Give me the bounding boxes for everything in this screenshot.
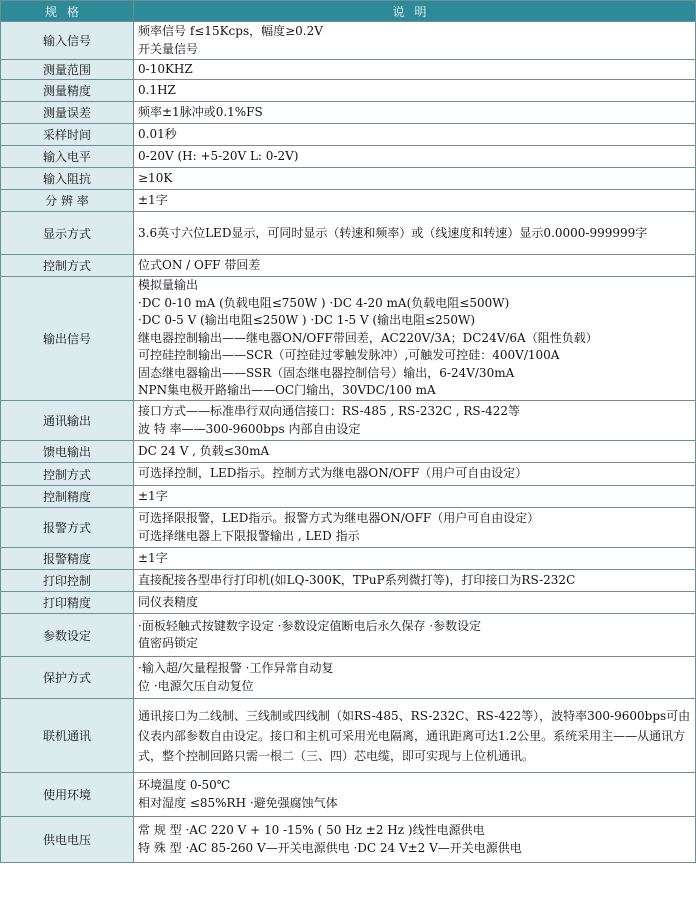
spec-description: [134, 102, 696, 124]
table-row: [1, 592, 696, 614]
description-line: NPN集电极开路输出——OC门输出，30VDC/100 mA: [138, 383, 436, 398]
header-spec: 规格: [1, 1, 134, 22]
description-line: 环境温度 0-50℃: [138, 778, 231, 792]
description-line: 位式ON / OFF 带回差: [138, 257, 261, 272]
spec-description: [134, 168, 696, 190]
table-row: [1, 463, 696, 486]
description-line: 可选择控制，LED指示。控制方式为继电器ON/OFF（用户可自由设定）: [138, 466, 528, 481]
spec-label: 报警方式: [1, 508, 134, 548]
table-body: [1, 22, 696, 863]
spec-description: [134, 463, 696, 486]
description-line: ·输入超/欠量程报警 ·工作异常自动复: [138, 661, 334, 675]
spec-label: 分 辨 率: [1, 190, 134, 212]
spec-label: 输入信号: [1, 22, 134, 60]
table-row: [1, 60, 696, 80]
spec-description: [134, 486, 696, 508]
table-row: [1, 657, 696, 699]
table-row: [1, 614, 696, 657]
spec-label: 参数设定: [1, 614, 134, 657]
table-row: [1, 441, 696, 463]
spec-label: 测量精度: [1, 80, 134, 102]
table-row: [1, 168, 696, 190]
table-row: [1, 401, 696, 441]
description-line: 接口方式——标准串行双向通信接口：RS-485 , RS-232C , RS-422等: [138, 404, 521, 418]
spec-description: [134, 441, 696, 463]
spec-label: 通讯输出: [1, 401, 134, 441]
spec-description: [134, 401, 696, 441]
spec-label: 测量范围: [1, 60, 134, 80]
description-line: ±1字: [138, 488, 168, 503]
spec-description: [134, 548, 696, 570]
description-line: 直接配接各型串行打印机(如LQ-300K，TPuP系列微打等)，打印接口为RS-232C: [138, 572, 576, 587]
table-row: [1, 570, 696, 592]
description-line: 3.6英寸六位LED显示，可同时显示（转速和频率）或（线速度和转速）显示0.0000-999999字: [138, 226, 648, 240]
spec-description: [134, 773, 696, 817]
spec-description: [134, 277, 696, 401]
table-row: [1, 80, 696, 102]
spec-description: [134, 657, 696, 699]
table-row: [1, 699, 696, 773]
description-line: 相对湿度 ≤85%RH ·避免强腐蚀气体: [138, 795, 338, 810]
spec-description: [134, 146, 696, 168]
spec-label: 保护方式: [1, 657, 134, 699]
spec-description: [134, 570, 696, 592]
spec-description: [134, 190, 696, 212]
description-line: 同仪表精度: [138, 594, 199, 609]
table-row: [1, 773, 696, 817]
description-line: 位 ·电源欠压自动复位: [138, 678, 254, 693]
description-line: 开关量信号: [138, 41, 199, 56]
spec-label: 控制方式: [1, 463, 134, 486]
description-line: 值密码锁定: [138, 636, 199, 650]
description-line: 常 规 型 ·AC 220 V + 10 -15% ( 50 Hz ±2 Hz )线性电源供电: [138, 823, 485, 837]
spec-label: 馈电输出: [1, 441, 134, 463]
spec-description: [134, 255, 696, 277]
spec-description: [134, 592, 696, 614]
description-line: 模拟量输出: [138, 278, 199, 293]
spec-label: 打印精度: [1, 592, 134, 614]
spec-label: 控制精度: [1, 486, 134, 508]
table-row: [1, 486, 696, 508]
header-row: [1, 1, 696, 22]
description-line: 0.01秒: [138, 126, 177, 141]
spec-label: 输入阻抗: [1, 168, 134, 190]
spec-description: [134, 699, 696, 773]
header-description: 说明: [134, 1, 696, 22]
spec-label: 使用环境: [1, 773, 134, 817]
spec-label: 打印控制: [1, 570, 134, 592]
description-line: 可选择限报警，LED指示。报警方式为继电器ON/OFF（用户可自由设定）: [138, 511, 540, 525]
description-line: DC 24 V , 负载≤30mA: [138, 443, 270, 458]
spec-description: [134, 817, 696, 863]
spec-label: 测量误差: [1, 102, 134, 124]
description-line: ±1字: [138, 192, 168, 207]
spec-description: [134, 60, 696, 80]
description-line: 0-20V (H: +5-20V L: 0-2V): [138, 148, 299, 163]
table-row: [1, 255, 696, 277]
description-line: 固态继电器输出——SSR（固态继电器控制信号）输出，6-24V/30mA: [138, 365, 515, 380]
spec-label: 输入电平: [1, 146, 134, 168]
spec-description: [134, 508, 696, 548]
spec-label: 显示方式: [1, 212, 134, 255]
table-row: [1, 277, 696, 401]
description-line: 可控硅控制输出——SCR（可控硅过零触发脉冲）,可触发可控硅：400V/100A: [138, 348, 560, 363]
description-line: 0.1HZ: [138, 82, 176, 97]
table-row: [1, 124, 696, 146]
spec-description: [134, 80, 696, 102]
spec-label: 控制方式: [1, 255, 134, 277]
description-line: ≥10K: [138, 170, 173, 185]
spec-description: [134, 614, 696, 657]
table-row: [1, 146, 696, 168]
spec-description: [134, 212, 696, 255]
spec-description: [134, 124, 696, 146]
description-line: ·面板轻触式按键数字设定 ·参数设定值断电后永久保存 ·参数设定: [138, 618, 482, 633]
description-line: 波 特 率——300-9600bps 内部自由设定: [138, 421, 361, 436]
description-line: ±1字: [138, 550, 168, 565]
table-row: [1, 817, 696, 863]
table-row: [1, 22, 696, 60]
table-row: [1, 212, 696, 255]
spec-description: [134, 22, 696, 60]
description-line: 0-10KHZ: [138, 61, 193, 76]
table-row: [1, 190, 696, 212]
table-header: [1, 1, 696, 22]
spec-label: 输出信号: [1, 277, 134, 401]
spec-label: 联机通讯: [1, 699, 134, 773]
description-line: 频率±1脉冲或0.1%FS: [138, 104, 263, 119]
table-row: [1, 548, 696, 570]
description-line: ·DC 0-10 mA (负载电阻≤750W ) ·DC 4-20 mA(负载电阻≤500W): [138, 295, 510, 310]
description-line: 通讯接口为二线制、三线制或四线制（如RS-485、RS-232C、RS-422等），波特率300-9600bps可由仪表内部参数自由设定。接口和主机可采用光电隔离，通讯距离可达1.2公里。系统采用主——从通讯方式，整个控制回路只需一根二（三、四）芯电缆，即可实现与上位机通讯。: [138, 708, 691, 763]
description-line: 频率信号 f≤15Kcps，幅度≥0.2V: [138, 24, 323, 38]
spec-label: 采样时间: [1, 124, 134, 146]
table-row: [1, 508, 696, 548]
spec-label: 报警精度: [1, 548, 134, 570]
description-line: 特 殊 型 ·AC 85-260 V—开关电源供电 ·DC 24 V±2 V—开关电源供电: [138, 840, 522, 855]
spec-label: 供电电压: [1, 817, 134, 863]
description-line: 继电器控制输出——继电器ON/OFF带回差，AC220V/3A；DC24V/6A（阻性负载）: [138, 330, 598, 345]
table-row: [1, 102, 696, 124]
description-line: 可选择继电器上下限报警输出 , LED 指示: [138, 528, 360, 543]
description-line: ·DC 0-5 V (输出电阻≤250W ) ·DC 1-5 V (输出电阻≤250W): [138, 313, 476, 328]
